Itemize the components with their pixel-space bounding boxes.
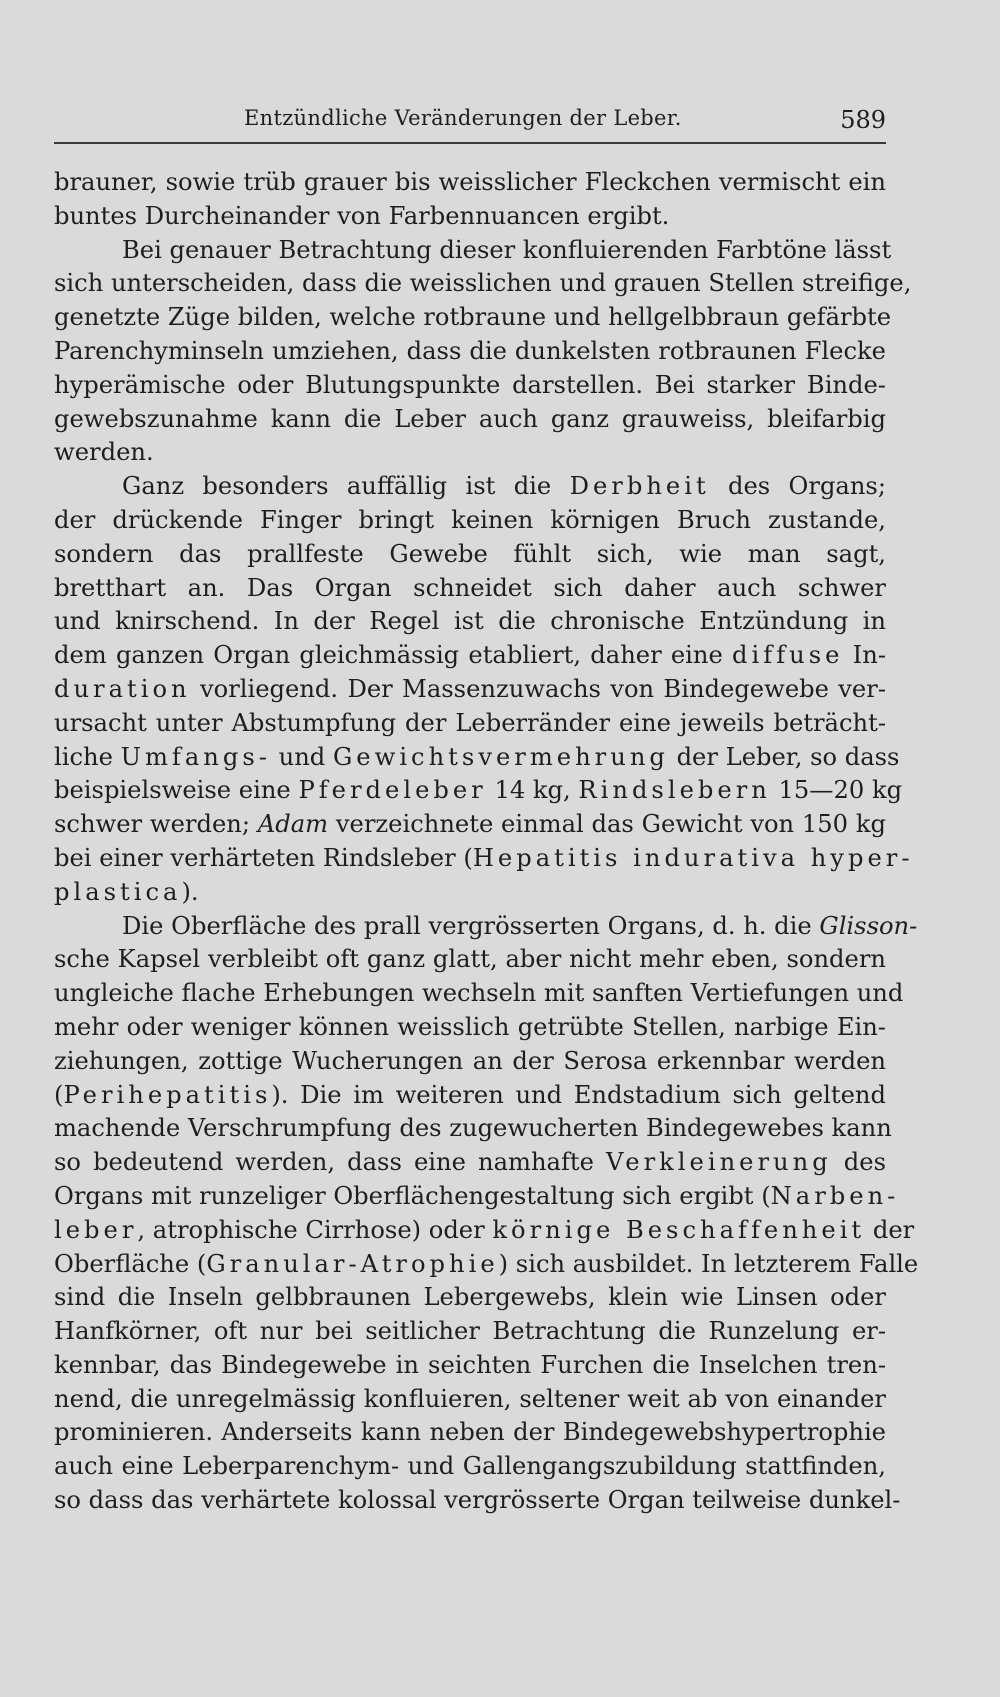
text-run: dem ganzen Organ gleichmässig etabliert, daher eine <box>54 641 733 670</box>
text-run: ungleiche flache Erhebungen wechseln mit sanften Vertiefungen und <box>54 979 904 1008</box>
text-run: der Leber, so dass <box>668 742 900 771</box>
text-run: 14 kg, <box>486 776 579 805</box>
text-line <box>54 1180 900 1214</box>
italic-name: Adam <box>257 810 329 839</box>
text-run: so dass das verhärtete kolossal vergrösserte Organ teilweise dunkel- <box>54 1486 901 1515</box>
text-run: auch eine Leberparenchym- und Gallengangszubildung stattfinden, <box>54 1452 886 1481</box>
text-run: Bei genauer Betrachtung dieser konfluierenden Farbtöne lässt <box>122 235 892 264</box>
text-line <box>54 808 886 842</box>
text-line <box>54 1011 886 1045</box>
text-line <box>54 639 886 673</box>
text-run: Parenchyminseln umziehen, dass die dunkelsten rotbraunen Flecke <box>54 336 886 365</box>
text-run: ursacht unter Abstumpfung der Leberränder eine jeweils beträcht- <box>54 708 886 737</box>
text-line <box>54 673 886 707</box>
text-run: ). Die im weiteren und Endstadium sich geltend <box>271 1080 886 1109</box>
text-run: bretthart an. Das Organ schneidet sich daher auch schwer <box>54 573 886 602</box>
text-run: Organs mit runzeliger Oberflächengestaltung sich ergibt ( <box>54 1181 771 1210</box>
text-line <box>54 943 886 977</box>
text-run: mehr oder weniger können weisslich getrübte Stellen, narbige Ein- <box>54 1012 886 1041</box>
text-run: ). <box>181 877 199 906</box>
text-line <box>54 774 903 808</box>
text-run: so bedeutend werden, dass eine namhafte <box>54 1148 607 1177</box>
page-number: 589 <box>840 106 886 134</box>
text-run: werden. <box>54 438 154 467</box>
spaced-emphasis: Pferdeleber <box>298 776 487 805</box>
text-line <box>54 977 904 1011</box>
spaced-emphasis: plastica <box>54 877 182 906</box>
text-run: ziehungen, zottige Wucherungen an der Serosa erkennbar werden <box>54 1046 886 1075</box>
text-run: brauner, sowie trüb grauer bis weisslicher Fleckchen vermischt ein <box>54 168 886 196</box>
text-run: sondern das prallfeste Gewebe fühlt sich, wie man sagt, <box>54 539 886 568</box>
text-line <box>54 1248 919 1282</box>
spaced-emphasis: Derbheit <box>569 472 710 501</box>
text-run: Ganz besonders auffällig ist die <box>122 472 570 501</box>
text-line <box>54 436 886 470</box>
text-line <box>54 572 886 606</box>
text-run: prominieren. Anderseits kann neben der Bindegewebshypertrophie <box>54 1418 886 1447</box>
running-head: Entzündliche Veränderungen der Leber. <box>244 106 682 130</box>
text-line <box>54 200 886 234</box>
text-run: kennbar, das Bindegewebe in seichten Furchen die Inselchen tren- <box>54 1350 886 1379</box>
text-line <box>54 842 914 876</box>
text-line <box>54 910 918 944</box>
text-line <box>54 403 886 437</box>
text-run: machende Verschrumpfung des zugewucherten Bindegewebes kann <box>54 1114 892 1143</box>
text-run: buntes Durcheinander von Farbennuancen ergibt. <box>54 201 670 230</box>
text-line <box>54 1112 892 1146</box>
text-line <box>54 707 886 741</box>
spaced-emphasis: Granular-Atrophie <box>206 1249 499 1278</box>
text-run: des Organs; <box>709 472 886 501</box>
text-run: sind die Inseln gelbbraunen Lebergewebs, klein wie Linsen oder <box>54 1283 886 1312</box>
text-line <box>54 741 900 775</box>
text-line <box>54 166 886 200</box>
text-run: sich unterscheiden, dass die weisslichen und grauen Stellen streifige, <box>54 269 912 298</box>
text-run: des <box>831 1148 887 1177</box>
text-run: und <box>270 742 333 771</box>
text-line <box>54 538 886 572</box>
text-line <box>54 470 886 504</box>
text-line <box>54 369 886 403</box>
text-line <box>54 234 892 268</box>
text-line <box>54 335 886 369</box>
text-line <box>54 301 892 335</box>
text-run: bei einer verhärteten Rindsleber ( <box>54 843 473 872</box>
text-run: hyperämische oder Blutungspunkte darstellen. Bei starker Binde- <box>54 370 886 399</box>
text-run: In- <box>843 641 886 670</box>
text-run: Die Oberfläche des prall vergrösserten Organs, d. h. die <box>122 911 820 940</box>
spaced-emphasis: Verkleinerung <box>606 1148 832 1177</box>
spaced-emphasis: Narben- <box>770 1181 900 1210</box>
text-run: 15—20 kg <box>770 776 903 805</box>
spaced-emphasis: Gewichtsvermehrung <box>332 742 669 771</box>
text-line <box>54 1146 886 1180</box>
text-line <box>54 267 912 301</box>
text-run: und knirschend. In der Regel ist die chronische Entzündung in <box>54 607 886 636</box>
spaced-emphasis: Umfangs- <box>120 742 271 771</box>
text-run: schwer werden; <box>54 810 258 839</box>
text-line <box>54 605 886 639</box>
text-run: sche Kapsel verbleibt oft ganz glatt, aber nicht mehr eben, sondern <box>54 945 886 974</box>
spaced-emphasis: körnige Beschaffenheit <box>492 1215 866 1244</box>
text-run: der drückende Finger bringt keinen körnigen Bruch zustande, <box>54 505 886 534</box>
text-line <box>54 1450 886 1484</box>
spaced-emphasis: diffuse <box>732 641 844 670</box>
text-line <box>54 876 886 910</box>
text-line <box>54 1214 915 1248</box>
text-line <box>54 1416 886 1450</box>
text-run: ( <box>54 1080 64 1109</box>
text-run: genetzte Züge bilden, welche rotbraune und hellgelbbraun gefärbte <box>54 303 892 332</box>
page-header <box>54 104 886 138</box>
text-run: , atrophische Cirrhose) oder <box>137 1215 493 1244</box>
text-run: beispielsweise eine <box>54 776 299 805</box>
text-run: verzeichnete einmal das Gewicht von 150 kg <box>328 810 886 839</box>
text-run: gewebszunahme kann die Leber auch ganz grauweiss, bleifarbig <box>54 404 886 433</box>
text-line <box>54 1045 886 1079</box>
spaced-emphasis: Hepatitis indurativa hyper- <box>472 843 914 872</box>
text-line <box>54 1349 886 1383</box>
spaced-emphasis: duration <box>54 674 191 703</box>
text-line <box>54 504 886 538</box>
spaced-emphasis: leber <box>54 1215 138 1244</box>
text-run: nend, die unregelmässig konfluieren, seltener weit ab von einander <box>54 1384 886 1413</box>
text-line <box>54 1315 886 1349</box>
text-run: Oberfläche ( <box>54 1249 207 1278</box>
text-line <box>54 1281 886 1315</box>
spaced-emphasis: Perihepatitis <box>63 1080 272 1109</box>
text-run: ) sich ausbildet. In letzterem Falle <box>498 1249 919 1278</box>
header-rule <box>54 142 886 144</box>
text-run: vorliegend. Der Massenzuwachs von Bindegewebe ver- <box>190 674 886 703</box>
text-line <box>54 1484 901 1518</box>
text-line <box>54 1383 886 1417</box>
text-run: der <box>865 1215 915 1244</box>
body-text <box>54 166 919 1518</box>
italic-name: Glisson- <box>819 911 918 940</box>
text-run: liche <box>54 742 121 771</box>
text-line <box>54 1079 886 1113</box>
spaced-emphasis: Rindslebern <box>578 776 771 805</box>
text-run: Hanfkörner, oft nur bei seitlicher Betrachtung die Runzelung er- <box>54 1317 886 1346</box>
